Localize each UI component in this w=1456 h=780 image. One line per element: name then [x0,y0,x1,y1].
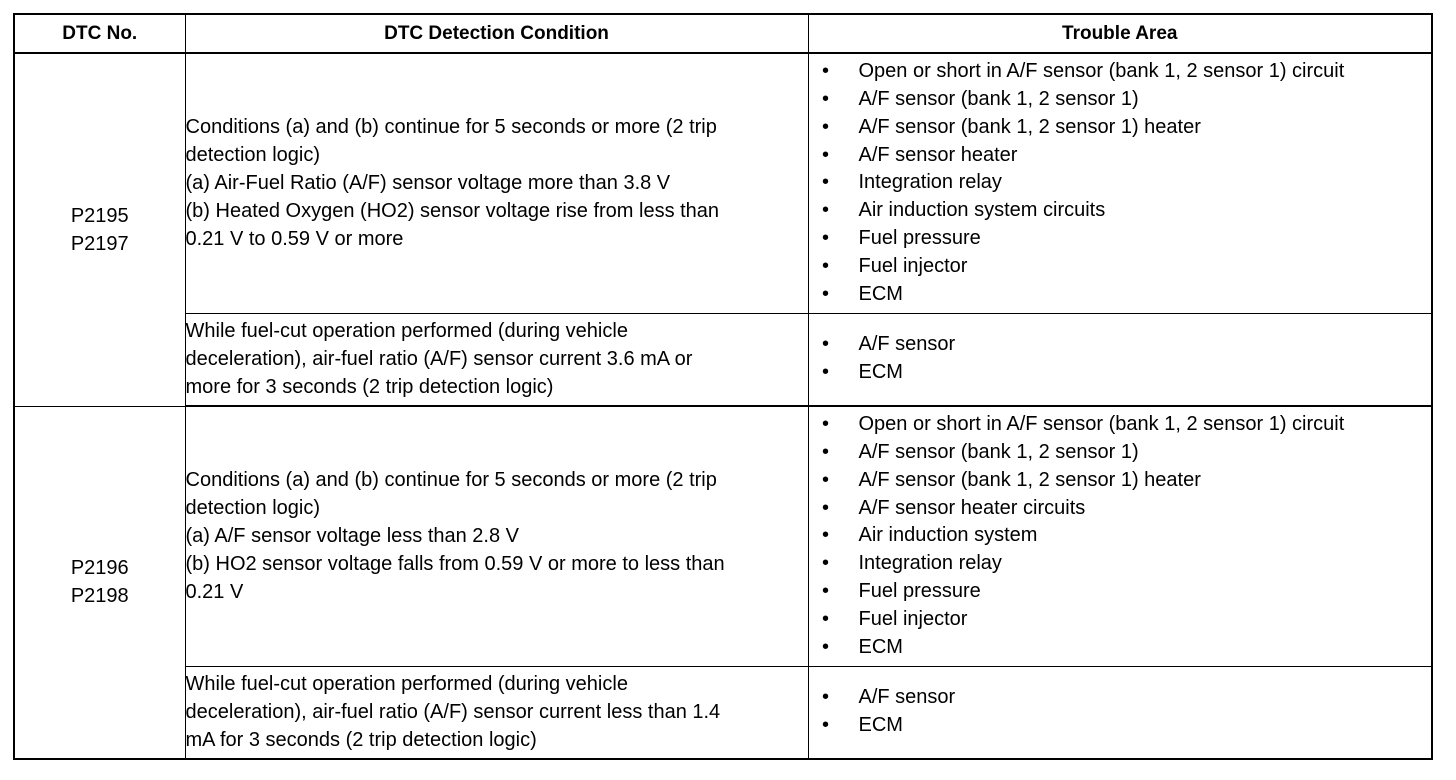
trouble-area-text: Integration relay [858,552,1002,575]
trouble-area-text: A/F sensor (bank 1, 2 sensor 1) [858,87,1139,110]
condition-line: 0.21 V [185,581,244,604]
dtc-code-cell [14,406,185,759]
trouble-area-list [809,329,1432,389]
condition-line: 0.21 V to 0.59 V or more [185,228,404,251]
trouble-area-text: A/F sensor (bank 1, 2 sensor 1) [858,440,1139,463]
trouble-area-text: Fuel pressure [858,579,981,602]
trouble-area-text: ECM [858,361,903,384]
trouble-area-text: Integration relay [858,171,1002,194]
bullet-icon: • [821,607,829,630]
detection-condition-cell [185,406,808,666]
table-row [14,53,1432,313]
bullet-icon: • [821,199,829,222]
trouble-area-item [809,712,1432,740]
header-row [14,14,1432,53]
trouble-area-item [809,467,1432,495]
dtc-code: P2195 [70,204,129,227]
trouble-area-text: Air induction system [858,524,1038,547]
trouble-area-cell [808,666,1432,759]
trouble-area-text: A/F sensor heater [858,143,1018,166]
trouble-area-list [809,409,1432,663]
trouble-area-item [809,142,1432,170]
trouble-area-item [809,281,1432,309]
condition-line: detection logic) [185,144,321,167]
header-trouble-area: Trouble Area [808,14,1432,53]
detection-condition-cell [185,53,808,313]
trouble-area-text: ECM [858,635,903,658]
condition-line: While fuel-cut operation performed (during vehicle [185,673,628,696]
bullet-icon: • [821,143,829,166]
trouble-area-text: Air induction system circuits [858,199,1106,222]
trouble-area-item [809,411,1432,439]
trouble-area-item [809,331,1432,359]
dtc-code: P2197 [70,232,129,255]
bullet-icon: • [821,524,829,547]
dtc-code-cell [14,53,185,406]
condition-line: (a) A/F sensor voltage less than 2.8 V [185,525,520,548]
table-row [14,406,1432,666]
condition-line: (b) HO2 sensor voltage falls from 0.59 V or more to less than [185,553,725,576]
bullet-icon: • [821,254,829,277]
trouble-area-list [809,56,1432,310]
condition-line: detection logic) [185,497,321,520]
trouble-area-item [809,359,1432,387]
condition-line: (a) Air-Fuel Ratio (A/F) sensor voltage more than 3.8 V [185,172,671,195]
table-row [14,666,1432,759]
bullet-icon: • [821,361,829,384]
bullet-icon: • [821,87,829,110]
trouble-area-text: Fuel injector [858,607,968,630]
trouble-area-cell [808,53,1432,313]
trouble-area-text: Fuel injector [858,254,968,277]
trouble-area-item [809,169,1432,197]
trouble-area-item [809,58,1432,86]
detection-condition-cell [185,313,808,406]
condition-line: Conditions (a) and (b) continue for 5 seconds or more (2 trip [185,116,717,139]
trouble-area-text: A/F sensor (bank 1, 2 sensor 1) heater [858,468,1201,491]
bullet-icon: • [821,635,829,658]
trouble-area-item [809,634,1432,662]
trouble-area-item [809,522,1432,550]
trouble-area-text: A/F sensor (bank 1, 2 sensor 1) heater [858,115,1201,138]
header-detection-condition: DTC Detection Condition [185,14,808,53]
bullet-icon: • [821,440,829,463]
trouble-area-text: Open or short in A/F sensor (bank 1, 2 sensor 1) circuit [858,413,1345,436]
bullet-icon: • [821,714,829,737]
trouble-area-item [809,495,1432,523]
bullet-icon: • [821,115,829,138]
bullet-icon: • [821,413,829,436]
bullet-icon: • [821,171,829,194]
table-body [14,53,1432,759]
bullet-icon: • [821,496,829,519]
trouble-area-text: Open or short in A/F sensor (bank 1, 2 sensor 1) circuit [858,60,1345,83]
bullet-icon: • [821,333,829,356]
trouble-area-item [809,684,1432,712]
condition-line: mA for 3 seconds (2 trip detection logic) [185,729,537,752]
trouble-area-item [809,86,1432,114]
trouble-area-item [809,550,1432,578]
condition-line: While fuel-cut operation performed (during vehicle [185,320,628,343]
trouble-area-list [809,682,1432,742]
header-dtc-no: DTC No. [14,14,185,53]
condition-line: deceleration), air-fuel ratio (A/F) sensor current 3.6 mA or [185,348,693,371]
bullet-icon: • [821,686,829,709]
trouble-area-item [809,114,1432,142]
bullet-icon: • [821,579,829,602]
dtc-code: P2196 [70,557,129,580]
trouble-area-item [809,253,1432,281]
table-row [14,313,1432,406]
bullet-icon: • [821,282,829,305]
trouble-area-cell [808,406,1432,666]
trouble-area-text: ECM [858,282,903,305]
trouble-area-text: ECM [858,714,903,737]
condition-line: (b) Heated Oxygen (HO2) sensor voltage rise from less than [185,200,720,223]
condition-line: more for 3 seconds (2 trip detection logic) [185,376,554,399]
trouble-area-text: A/F sensor heater circuits [858,496,1086,519]
dtc-code: P2198 [70,585,129,608]
bullet-icon: • [821,60,829,83]
trouble-area-item [809,439,1432,467]
bullet-icon: • [821,226,829,249]
trouble-area-text: A/F sensor [858,686,956,709]
trouble-area-item [809,197,1432,225]
trouble-area-text: Fuel pressure [858,226,981,249]
bullet-icon: • [821,468,829,491]
bullet-icon: • [821,552,829,575]
trouble-area-cell [808,313,1432,406]
dtc-table [13,13,1433,760]
detection-condition-cell [185,666,808,759]
trouble-area-text: A/F sensor [858,333,956,356]
trouble-area-item [809,225,1432,253]
trouble-area-item [809,606,1432,634]
condition-line: Conditions (a) and (b) continue for 5 seconds or more (2 trip [185,469,717,492]
condition-line: deceleration), air-fuel ratio (A/F) sensor current less than 1.4 [185,701,721,724]
trouble-area-item [809,578,1432,606]
